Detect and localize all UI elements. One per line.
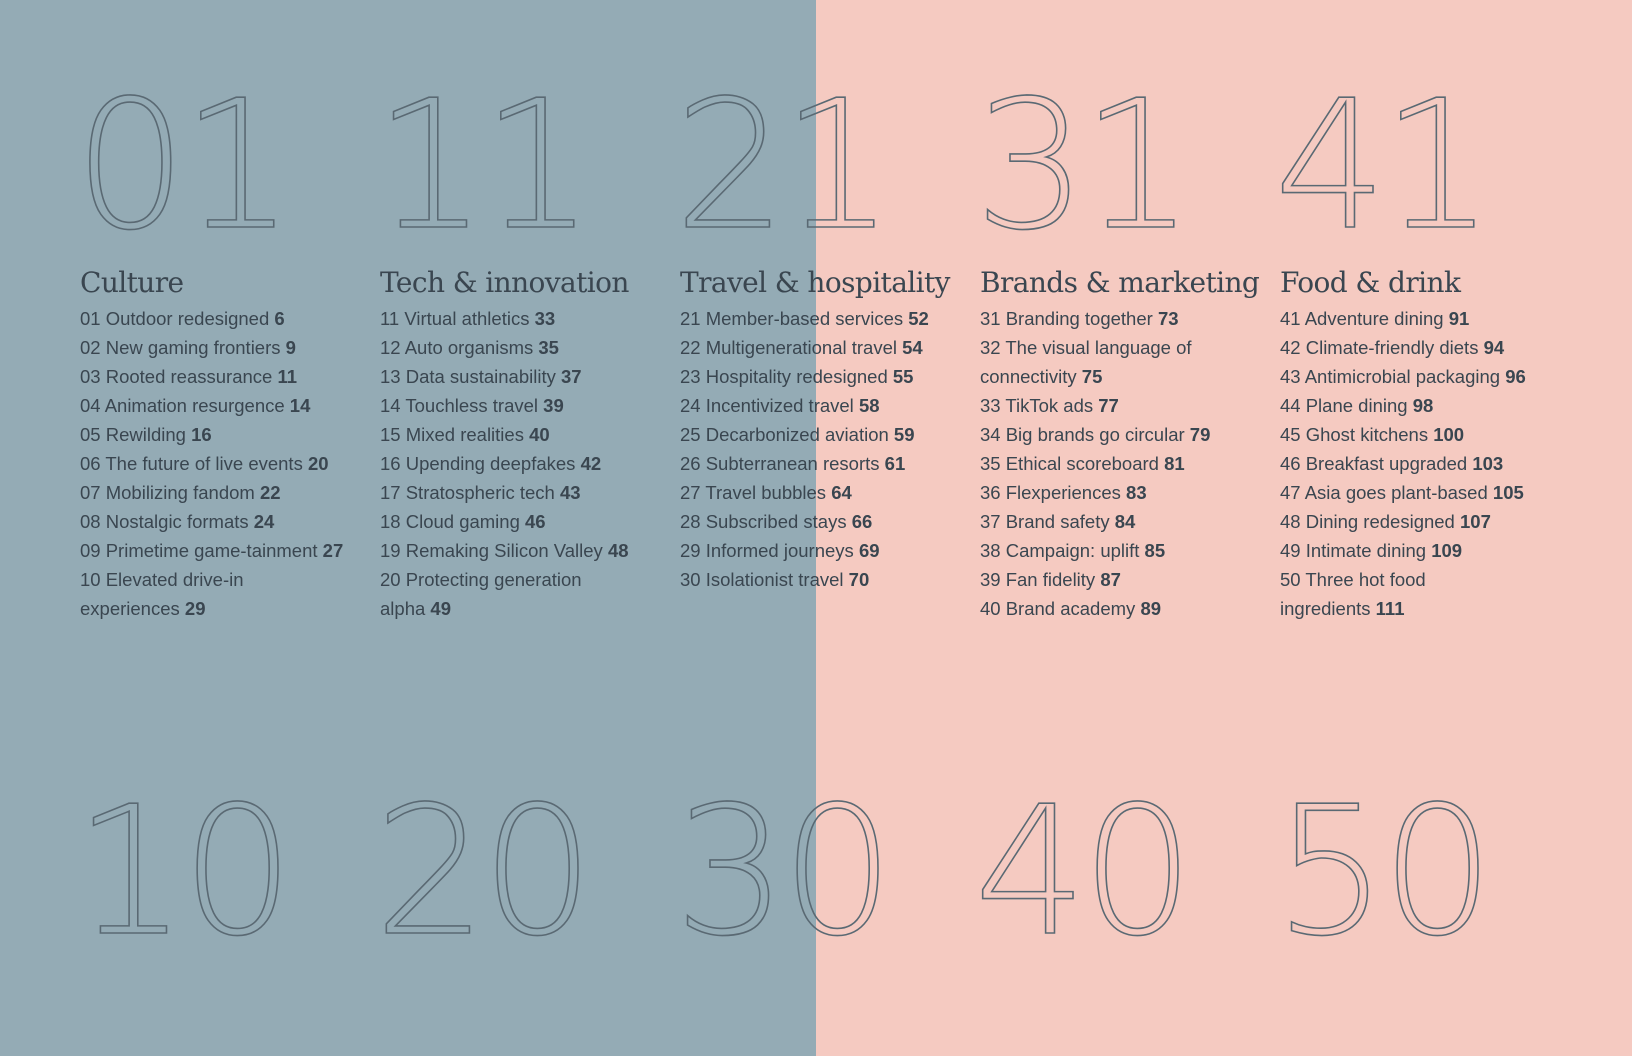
section-heading: Tech & innovation [380,266,629,299]
list-item[interactable] [1280,565,1526,623]
entry-title: 26 Subterranean resorts [680,453,885,474]
section-heading: Brands & marketing [980,266,1260,299]
page-number: 49 [430,598,451,619]
list-item[interactable] [380,391,629,420]
entry-title: 35 Ethical scoreboard [980,453,1165,474]
page-number: 111 [1375,598,1405,619]
list-item[interactable] [380,420,629,449]
list-item[interactable] [1280,304,1526,333]
entry-title: 29 Informed journeys [680,540,859,561]
entry-title: 14 Touchless travel [380,395,544,416]
entry-title: 44 Plane dining [1280,395,1413,416]
entry-title: 06 The future of live events [80,453,308,474]
entry-title: 02 New gaming frontiers [80,337,286,358]
list-item[interactable] [680,420,929,449]
list-item[interactable] [680,536,929,565]
page-number: 20 [307,453,329,474]
entry-title: 46 Breakfast upgraded [1280,453,1473,474]
list-item[interactable] [980,304,1210,333]
list-item[interactable] [680,478,929,507]
list-item[interactable] [1280,333,1526,362]
list-item[interactable] [680,449,929,478]
page-number: 55 [892,366,914,387]
list-item[interactable] [1280,362,1526,391]
list-item[interactable] [680,507,929,536]
page-number: 58 [858,395,880,416]
list-item[interactable] [380,333,629,362]
entry-title: 45 Ghost kitchens [1280,424,1434,445]
list-item[interactable] [80,333,343,362]
page-number: 91 [1448,308,1470,329]
entry-title: 23 Hospitality redesigned [680,366,893,387]
entry-title: 09 Primetime game-tainment [80,540,323,561]
list-item[interactable] [380,304,629,333]
entry-title: 15 Mixed realities [380,424,530,445]
entry-title: 33 TikTok ads [980,395,1099,416]
entry-title: 24 Incentivized travel [680,395,859,416]
list-item[interactable] [680,362,929,391]
entry-title: 43 Antimicrobial packaging [1280,366,1506,387]
list-item[interactable] [980,478,1210,507]
page-number: 29 [184,598,206,619]
list-item[interactable] [980,449,1210,478]
entry-title: 13 Data sustainability [380,366,561,387]
page-number: 33 [534,308,556,329]
list-item[interactable] [380,449,629,478]
entry-title: 01 Outdoor redesigned [80,308,275,329]
entry-title: 07 Mobilizing fandom [80,482,260,503]
page-number: 39 [543,395,564,416]
entry-list [1280,304,1526,623]
entry-title: 28 Subscribed stays [680,511,852,532]
entry-title: ingredients [1280,598,1376,619]
page-number: 94 [1483,337,1505,358]
entry-title: 38 Campaign: uplift [980,540,1145,561]
section-end-numeral: 40 [974,768,1189,975]
page-number: 84 [1114,511,1136,532]
list-item[interactable] [1280,420,1526,449]
entry-title: 34 Big brands go circular [980,424,1190,445]
page-number: 64 [831,482,852,503]
page-number: 48 [607,540,629,561]
section-end-numeral: 20 [374,768,589,975]
list-item[interactable] [80,507,343,536]
page-number: 77 [1098,395,1119,416]
page-number: 87 [1100,569,1121,590]
section-heading: Travel & hospitality [680,266,950,299]
page-number: 43 [559,482,581,503]
entry-title: 11 Virtual athletics [380,308,535,329]
section-start-numeral: 11 [374,62,589,269]
list-item[interactable] [80,565,343,623]
list-item[interactable] [80,391,343,420]
page-number: 85 [1144,540,1166,561]
section-heading: Culture [80,266,184,299]
entry-title: 12 Auto organisms [380,337,539,358]
page-number: 37 [561,366,582,387]
page-number: 59 [893,424,915,445]
entry-title: 20 Protecting generation [380,569,582,590]
list-item[interactable] [380,478,629,507]
entry-title: connectivity [980,366,1082,387]
list-item[interactable] [680,391,929,420]
page-number: 107 [1460,511,1491,532]
entry-list [980,304,1210,623]
page-number: 75 [1081,366,1103,387]
entry-list [380,304,629,623]
page-number: 69 [858,540,880,561]
page-number: 89 [1140,598,1162,619]
page-number: 98 [1412,395,1434,416]
page-number: 73 [1157,308,1179,329]
entry-title: 27 Travel bubbles [680,482,832,503]
list-item[interactable] [680,333,929,362]
list-item[interactable] [680,565,929,594]
entry-title: 50 Three hot food [1280,569,1426,590]
entry-title: 10 Elevated drive-in [80,569,244,590]
entry-title: 49 Intimate dining [1280,540,1432,561]
entry-title: 36 Flexperiences [980,482,1127,503]
list-item[interactable] [80,362,343,391]
page-number: 22 [259,482,281,503]
page-number: 24 [253,511,275,532]
list-item[interactable] [980,507,1210,536]
entry-title: 18 Cloud gaming [380,511,526,532]
list-item[interactable] [80,420,343,449]
entry-title: 22 Multigenerational travel [680,337,903,358]
entry-title: 16 Upending deepfakes [380,453,581,474]
list-item[interactable] [380,362,629,391]
page-number: 14 [289,395,311,416]
entry-title: 48 Dining redesigned [1280,511,1460,532]
entry-list [80,304,343,623]
list-item[interactable] [980,536,1210,565]
section-end-numeral: 50 [1274,768,1489,975]
section-start-numeral: 21 [674,62,889,269]
page-number: 66 [851,511,873,532]
entry-title: 37 Brand safety [980,511,1115,532]
section-end-numeral: 10 [74,768,289,975]
entry-list [680,304,929,594]
entry-title: 40 Brand academy [980,598,1141,619]
page-number: 42 [580,453,602,474]
list-item[interactable] [1280,449,1526,478]
entry-title: 41 Adventure dining [1280,308,1449,329]
entry-title: 42 Climate-friendly diets [1280,337,1484,358]
list-item[interactable] [980,391,1210,420]
list-item[interactable] [80,304,343,333]
page-number: 83 [1126,482,1147,503]
page-number: 6 [274,308,285,329]
list-item[interactable] [980,333,1210,391]
entry-title: 08 Nostalgic formats [80,511,254,532]
page-number: 61 [884,453,906,474]
page-number: 100 [1433,424,1465,445]
entry-title: 30 Isolationist travel [680,569,849,590]
list-item[interactable] [1280,536,1526,565]
list-item[interactable] [80,449,343,478]
entry-title: alpha [380,598,431,619]
list-item[interactable] [980,594,1210,623]
entry-title: 39 Fan fidelity [980,569,1101,590]
section-start-numeral: 01 [74,62,289,269]
list-item[interactable] [380,536,629,565]
page-number: 16 [191,424,212,445]
section-end-numeral: 30 [674,768,889,975]
entry-title: 03 Rooted reassurance [80,366,278,387]
page-number: 70 [848,569,870,590]
page-number: 109 [1431,540,1463,561]
entry-title: 04 Animation resurgence [80,395,290,416]
page-number: 9 [285,337,296,358]
section-start-numeral: 41 [1274,62,1489,269]
list-item[interactable] [680,304,929,333]
entry-title: 25 Decarbonized aviation [680,424,894,445]
page-number: 105 [1492,482,1524,503]
list-item[interactable] [1280,507,1526,536]
list-item[interactable] [1280,391,1526,420]
page-number: 27 [322,540,344,561]
entry-title: 17 Stratospheric tech [380,482,560,503]
page-number: 81 [1164,453,1185,474]
page-number: 11 [277,366,298,387]
section-start-numeral: 31 [974,62,1189,269]
page-number: 35 [538,337,559,358]
entry-title: 21 Member-based services [680,308,909,329]
list-item[interactable] [380,507,629,536]
entry-title: 05 Rewilding [80,424,192,445]
list-item[interactable] [380,565,629,623]
list-item[interactable] [80,536,343,565]
page-number: 96 [1505,366,1526,387]
list-item[interactable] [80,478,343,507]
section-heading: Food & drink [1280,266,1461,299]
page-number: 79 [1189,424,1211,445]
entry-title: 19 Remaking Silicon Valley [380,540,608,561]
page-number: 52 [908,308,929,329]
list-item[interactable] [980,420,1210,449]
entry-title: 32 The visual language of [980,337,1192,358]
list-item[interactable] [980,565,1210,594]
page-number: 103 [1472,453,1504,474]
entry-title: 47 Asia goes plant-based [1280,482,1493,503]
page-number: 54 [902,337,923,358]
entry-title: experiences [80,598,185,619]
page-number: 46 [525,511,546,532]
list-item[interactable] [1280,478,1526,507]
entry-title: 31 Branding together [980,308,1158,329]
page-number: 40 [529,424,550,445]
